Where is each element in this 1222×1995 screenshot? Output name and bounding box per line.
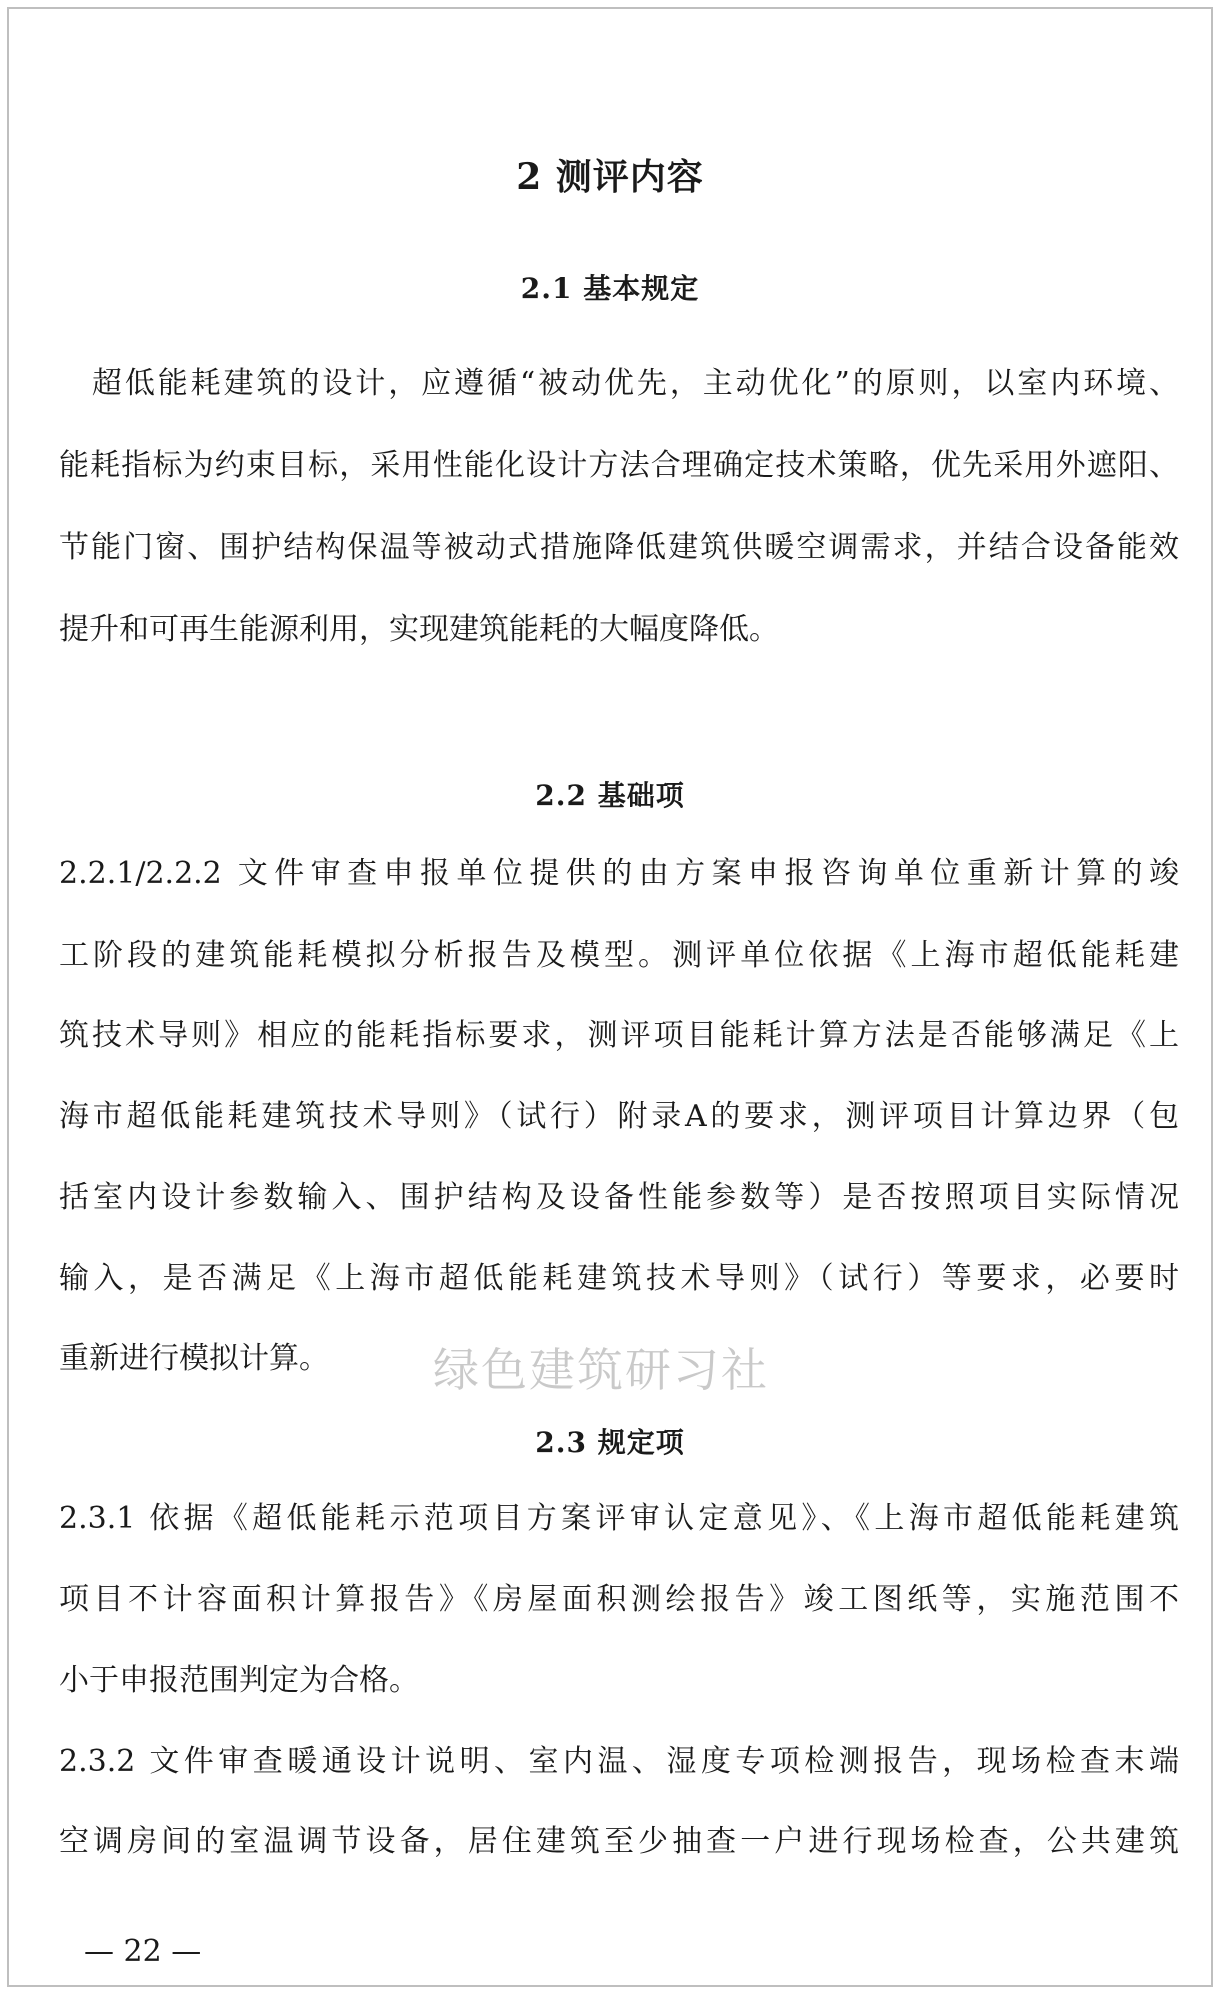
paragraph-line: 节能门窗、围护结构保温等被动式措施降低建筑供暖空调需求，并结合设备能效 [59, 530, 1179, 565]
paragraph-line: 重新进行模拟计算。 [59, 1341, 329, 1376]
document-page [7, 7, 1213, 1987]
paragraph-line: 2.3.1 依据《超低能耗示范项目方案评审认定意见》、《上海市超低能耗建筑 [59, 1501, 1179, 1536]
paragraph-line: 筑技术导则》相应的能耗指标要求，测评项目能耗计算方法是否能够满足《上 [59, 1018, 1179, 1053]
paragraph-line: 输入，是否满足《上海市超低能耗建筑技术导则》（试行）等要求，必要时 [59, 1261, 1179, 1296]
paragraph-line: 小于申报范围判定为合格。 [59, 1663, 419, 1698]
section-heading-2-3: 2.3 规定项 [535, 1426, 685, 1459]
chapter-title: 2 测评内容 [516, 156, 704, 198]
paragraph-line: 超低能耗建筑的设计，应遵循“被动优先，主动优化”的原则，以室内环境、 [59, 366, 1179, 401]
paragraph-line: 能耗指标为约束目标，采用性能化设计方法合理确定技术策略，优先采用外遮阳、 [59, 448, 1179, 483]
paragraph-line: 2.3.2 文件审查暖通设计说明、室内温、湿度专项检测报告，现场检查末端 [59, 1744, 1179, 1779]
paragraph-line: 空调房间的室温调节设备，居住建筑至少抽查一户进行现场检查，公共建筑 [59, 1824, 1179, 1859]
page-number: — 22 — [84, 1934, 202, 1969]
paragraph-line: 海市超低能耗建筑技术导则》（试行）附录A的要求，测评项目计算边界（包 [59, 1099, 1179, 1134]
paragraph-line: 项目不计容面积计算报告》《房屋面积测绘报告》竣工图纸等，实施范围不 [59, 1582, 1179, 1617]
section-heading-2-2: 2.2 基础项 [535, 779, 685, 812]
section-heading-2-1: 2.1 基本规定 [520, 272, 700, 305]
paragraph-line: 括室内设计参数输入、围护结构及设备性能参数等）是否按照项目实际情况 [59, 1180, 1179, 1215]
paragraph-line: 2.2.1/2.2.2 文件审查申报单位提供的由方案申报咨询单位重新计算的竣 [59, 856, 1179, 891]
paragraph-line: 提升和可再生能源利用，实现建筑能耗的大幅度降低。 [59, 612, 779, 647]
paragraph-line: 工阶段的建筑能耗模拟分析报告及模型。测评单位依据《上海市超低能耗建 [59, 938, 1179, 973]
watermark-text: 绿色建筑研习社 [433, 1343, 769, 1397]
